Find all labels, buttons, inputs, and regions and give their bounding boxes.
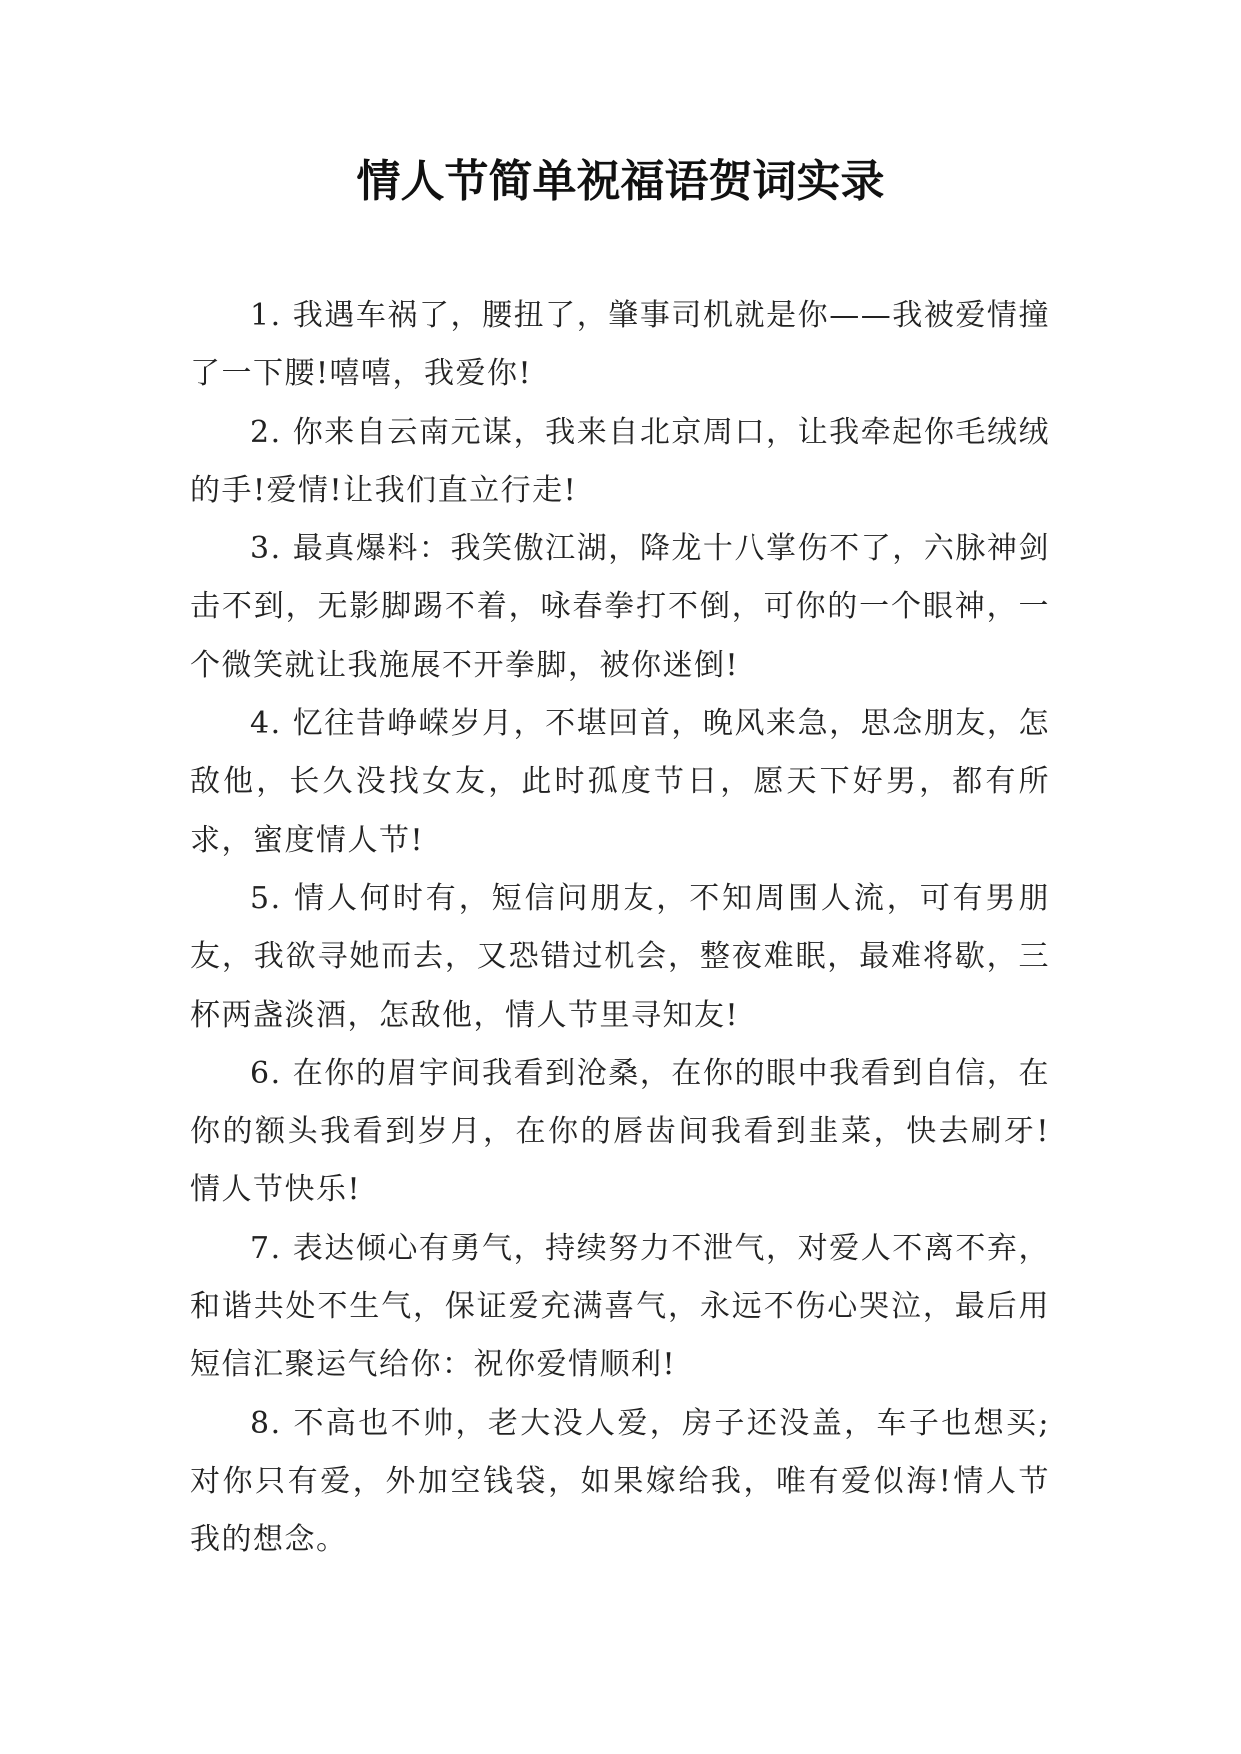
paragraph-3: 3. 最真爆料：我笑傲江湖，降龙十八掌伤不了，六脉神剑击不到，无影脚踢不着，咏春拳打不倒，可你的一个眼神，一个微笑就让我施展不开拳脚，被你迷倒! [190,531,1050,683]
paragraph-5: 5. 情人何时有，短信问朋友，不知周围人流，可有男朋友，我欲寻她而去，又恐错过机会，整夜难眠，最难将歇，三杯两盏淡酒，怎敌他，情人节里寻知友! [190,880,1050,1033]
paragraph-8: 8. 不高也不帅，老大没人爱，房子还没盖，车子也想买;对你只有爱，外加空钱袋，如果嫁给我，唯有爱似海!情人节我的想念。 [190,1405,1050,1558]
document-title: 情人节简单祝福语贺词实录 [356,156,885,207]
paragraph-7: 7. 表达倾心有勇气，持续努力不泄气，对爱人不离不弃，和谐共处不生气，保证爱充满喜气，永远不伤心哭泣，最后用短信汇聚运气给你：祝你爱情顺利! [190,1230,1050,1383]
document-body [190,287,1050,1570]
paragraph-1: 1. 我遇车祸了，腰扭了，肇事司机就是你——我被爱情撞了一下腰!嘻嘻，我爱你! [190,298,1050,392]
paragraph-2: 2. 你来自云南元谋，我来自北京周口，让我牵起你毛绒绒的手!爱情!让我们直立行走! [190,414,1050,508]
paragraph-4: 4. 忆往昔峥嵘岁月，不堪回首，晚风来急，思念朋友，怎敌他，长久没找女友，此时孤度节日，愿天下好男，都有所求，蜜度情人节! [190,706,1050,858]
paragraph-6: 6. 在你的眉宇间我看到沧桑，在你的眼中我看到自信，在你的额头我看到岁月，在你的唇齿间我看到韭菜，快去刷牙!情人节快乐! [190,1055,1050,1208]
